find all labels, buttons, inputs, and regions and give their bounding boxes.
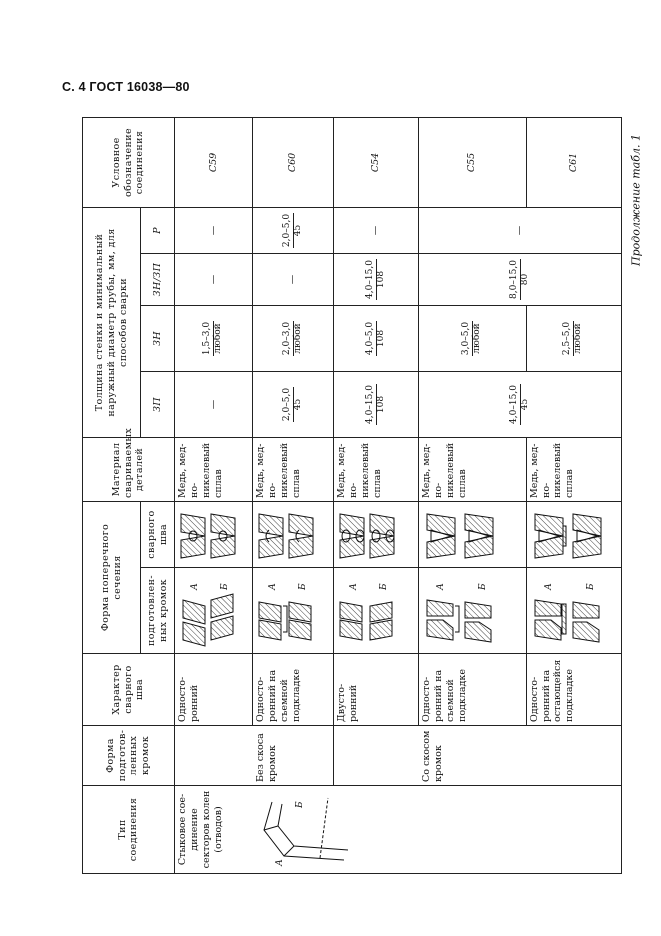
table-continuation-note: Продолжение табл. 1: [629, 134, 643, 266]
designation: С60: [253, 117, 334, 207]
weld-character: Односто-ронний на съемной подкладке: [253, 654, 334, 726]
col-weld-character: Характер сварного шва: [83, 654, 175, 726]
label-b: Б: [378, 583, 389, 590]
col-edge-form: Форма подготов-ленных кромок: [83, 726, 175, 786]
frac-den: любой: [213, 323, 224, 354]
label-b: Б: [585, 583, 596, 590]
weld-joints-table: [82, 117, 622, 874]
frac-den: 108: [375, 395, 386, 414]
weld-sketch: [526, 502, 621, 568]
thickness-zn: [333, 306, 418, 372]
thickness-r: [253, 207, 334, 253]
col-material: Материал свариваемых деталей: [83, 438, 175, 502]
frac-den: любой: [573, 323, 584, 354]
thickness-r-shared: —: [419, 207, 622, 253]
label-b: Б: [478, 583, 489, 590]
edge-form-group: [253, 726, 334, 786]
frac-num: 3,0–5,0: [461, 321, 472, 356]
frac-num: 2,5–5,0: [562, 321, 573, 356]
thickness-znzp: —: [174, 254, 252, 306]
frac-num: 8,0–15,0: [508, 260, 519, 299]
weld-sketch: [253, 502, 334, 568]
frac-den: 108: [375, 329, 386, 348]
edge-form-group: [419, 726, 527, 786]
edge-sketch: [333, 568, 418, 654]
group-with-bevel: Со скосом кромок: [420, 730, 444, 782]
label-a: А: [543, 583, 554, 590]
thickness-znzp-shared: [419, 254, 622, 306]
col-method-znzp: ЗН/ЗП: [141, 254, 175, 306]
weld-character: Двусто-ронний: [333, 654, 418, 726]
weld-sketch: [333, 502, 418, 568]
thickness-zp: —: [174, 372, 252, 438]
frac-den: 45: [519, 398, 530, 411]
frac-num: 2,0–3,0: [281, 321, 292, 356]
material: Медь, мед-но-никелевый сплав: [174, 438, 252, 502]
material: Медь, мед-но-никелевый сплав: [526, 438, 621, 502]
frac-num: 1,5–3,0: [202, 321, 213, 356]
joint-type-cell: [174, 786, 621, 874]
col-method-zn: ЗН: [141, 306, 175, 372]
table-row: [419, 117, 527, 873]
material: Медь, мед-но-никелевый сплав: [253, 438, 334, 502]
thickness-znzp: [333, 254, 418, 306]
col-designation: Условное обозначение соединения: [83, 117, 175, 207]
material: Медь, мед-но-никелевый сплав: [333, 438, 418, 502]
label-b: Б: [295, 801, 306, 808]
thickness-r: —: [333, 207, 418, 253]
weld-sketch: [174, 502, 252, 568]
weld-sketch: [419, 502, 527, 568]
frac-den: 80: [519, 273, 530, 286]
group-no-bevel: Без скоса кромок: [254, 733, 278, 782]
page-header: С. 4 ГОСТ 16038—80: [62, 80, 190, 94]
edge-sketch: [253, 568, 334, 654]
col-weld: сварного шва: [141, 502, 175, 568]
frac-den: 45: [292, 224, 303, 237]
edge-form-empty: [174, 726, 252, 786]
thickness-zn: [419, 306, 527, 372]
edge-form-empty: [526, 726, 621, 786]
col-method-zp: ЗП: [141, 372, 175, 438]
designation: С59: [174, 117, 252, 207]
frac-num: 2,0–5,0: [281, 387, 292, 422]
frac-den: 108: [375, 270, 386, 289]
thickness-zp: [333, 372, 418, 438]
frac-den: любой: [471, 323, 482, 354]
material: Медь, мед-но-никелевый сплав: [419, 438, 527, 502]
thickness-zn: [526, 306, 621, 372]
weld-character: Односто-ронний: [174, 654, 252, 726]
designation: С55: [419, 117, 527, 207]
thickness-zn: [174, 306, 252, 372]
label-b: Б: [219, 583, 230, 590]
elbow-sketch: [224, 788, 354, 870]
thickness-zn: [253, 306, 334, 372]
col-prepared-edges: подготовлен-ных кромок: [141, 568, 175, 654]
frac-den: 45: [292, 398, 303, 411]
thickness-zp: [253, 372, 334, 438]
weld-character: Односто-ронний на остающейся подкладке: [526, 654, 621, 726]
designation: С54: [333, 117, 418, 207]
edge-sketch: [526, 568, 621, 654]
frac-den: любой: [292, 323, 303, 354]
label-a: А: [268, 583, 279, 590]
label-a: А: [348, 583, 359, 590]
frac-num: 2,0–5,0: [281, 213, 292, 248]
weld-character: Односто-ронний на съемной подкладке: [419, 654, 527, 726]
edge-form-empty: [333, 726, 418, 786]
frac-num: 4,0–15,0: [364, 260, 375, 299]
col-cross-section: Форма поперечного сечения: [83, 502, 141, 654]
frac-num: 4,0–15,0: [364, 385, 375, 424]
frac-num: 4,0–5,0: [364, 321, 375, 356]
table-row: [253, 117, 334, 873]
col-joint-type: Тип соединения: [83, 786, 175, 874]
frac-num: 4,0–15,0: [508, 385, 519, 424]
table-row: [174, 117, 252, 873]
joint-type-text: Стыковое сое-динение секторов колен (отводов): [176, 790, 224, 869]
rotated-table-area: [82, 118, 622, 874]
label-a: А: [436, 583, 447, 590]
table-row: [333, 117, 418, 873]
thickness-znzp: —: [253, 254, 334, 306]
col-thickness: Толщина стенки и минимальный наружный диаметр трубы, мм, для способов сварки: [83, 207, 141, 437]
col-method-r: Р: [141, 207, 175, 253]
designation: С61: [526, 117, 621, 207]
label-a: А: [189, 583, 200, 590]
edge-sketch: [174, 568, 252, 654]
thickness-r: —: [174, 207, 252, 253]
edge-sketch: [419, 568, 527, 654]
label-a: А: [275, 859, 286, 866]
label-b: Б: [298, 583, 309, 590]
thickness-zp-shared: [419, 372, 622, 438]
